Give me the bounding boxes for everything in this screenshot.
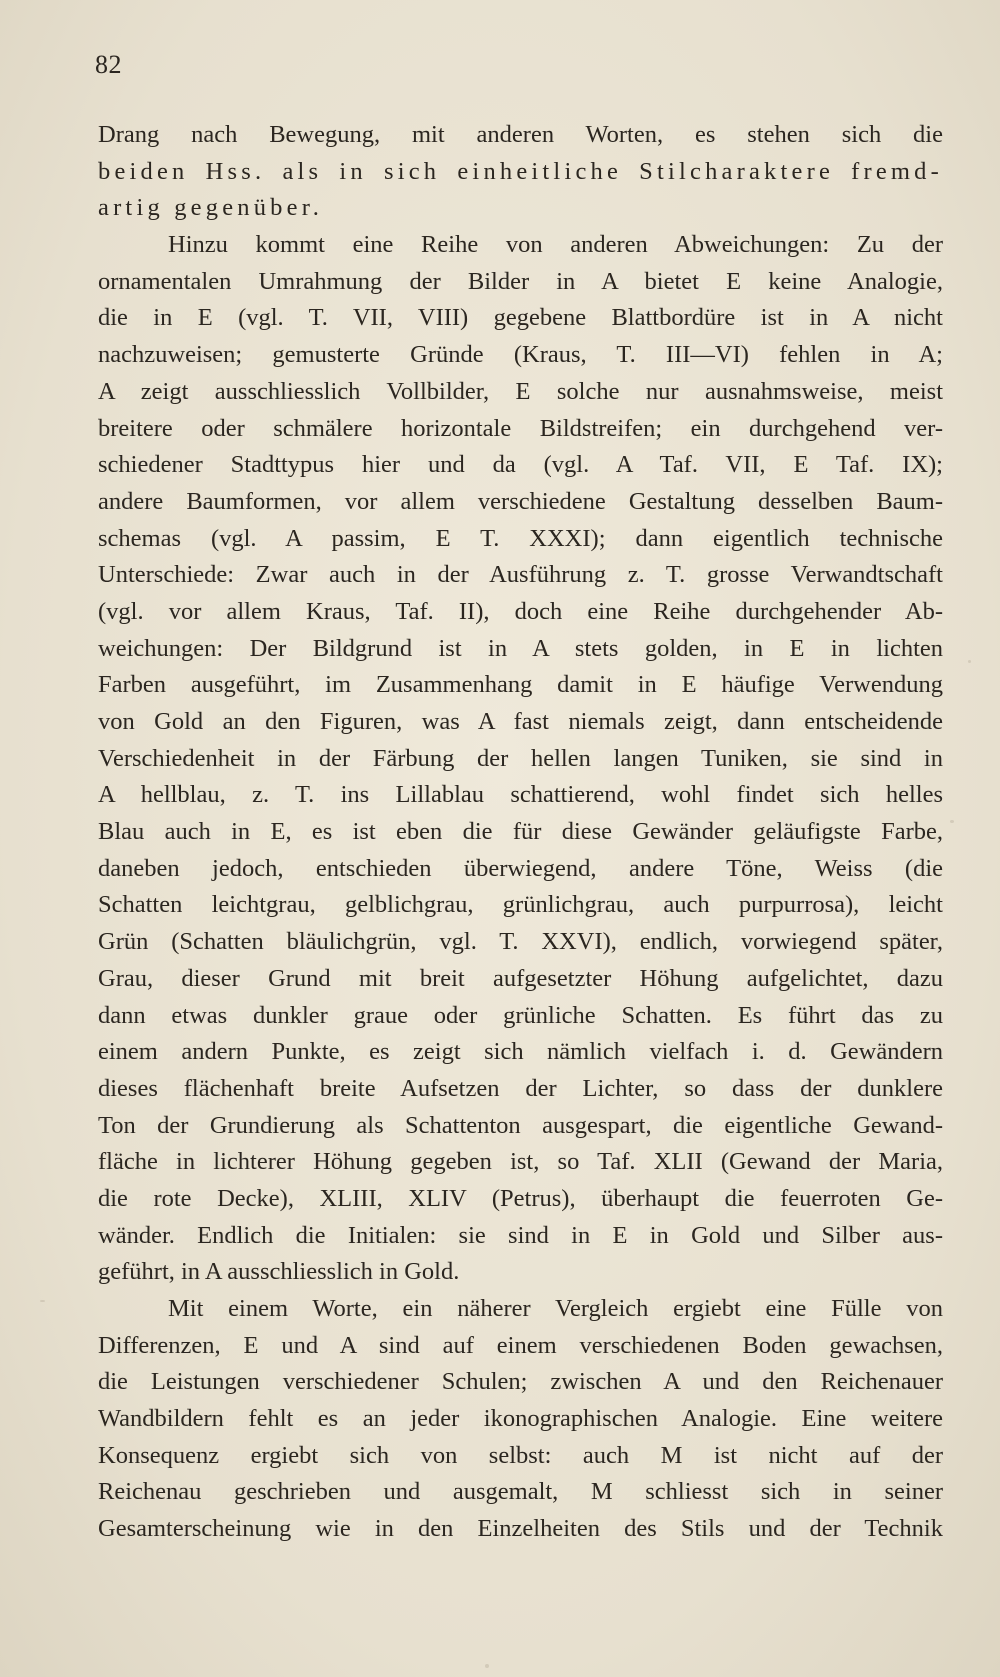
text-line: (vgl. vor allem Kraus, Taf. II), doch eine Reihe durchgehender Ab- (98, 597, 943, 625)
text-line: Ton der Grundierung als Schattenton ausgespart, die eigentliche Gewand- (98, 1111, 943, 1139)
text-line: die Leistungen verschiedener Schulen; zwischen A und den Reichenauer (98, 1368, 943, 1396)
text-line: Wandbildern fehlt es an jeder ikonographischen Analogie. Eine weitere (98, 1405, 943, 1433)
text-line: wänder. Endlich die Initialen: sie sind in E in Gold und Silber aus- (98, 1221, 943, 1249)
text-line: geführt, in A ausschliesslich in Gold. (98, 1258, 460, 1286)
text-line: A hellblau, z. T. ins Lillablau schattierend, wohl findet sich helles (98, 781, 943, 809)
text-line: ornamentalen Umrahmung der Bilder in A bietet E keine Analogie, (98, 267, 943, 295)
text-line: daneben jedoch, entschieden überwiegend, andere Töne, Weiss (die (98, 854, 943, 882)
text-line: Grün (Schatten bläulichgrün, vgl. T. XXVI), endlich, vorwiegend später, (98, 928, 943, 956)
text-line: Konsequenz ergiebt sich von selbst: auch M ist nicht auf der (98, 1441, 943, 1469)
text-line: Verschiedenheit in der Färbung der hellen langen Tuniken, sie sind in (98, 744, 943, 772)
text-line: breitere oder schmälere horizontale Bildstreifen; ein durchgehend ver- (98, 414, 943, 442)
page-number: 82 (95, 50, 122, 79)
text-line: artig gegenüber. (98, 194, 324, 222)
text-line: einem andern Punkte, es zeigt sich nämlich vielfach i. d. Gewändern (98, 1038, 943, 1066)
text-line: Blau auch in E, es ist eben die für diese Gewänder geläufigste Farbe, (98, 818, 943, 846)
text-line: Reichenau geschrieben und ausgemalt, M schliesst sich in seiner (98, 1478, 943, 1506)
text-line: Schatten leichtgrau, gelblichgrau, grünlichgrau, auch purpurrosa), leicht (98, 891, 943, 919)
text-line: Farben ausgeführt, im Zusammenhang damit in E häufige Verwendung (98, 671, 943, 699)
paper-speck (40, 1300, 45, 1302)
body-text (98, 117, 943, 1548)
text-line: nachzuweisen; gemusterte Gründe (Kraus, T. III—VI) fehlen in A; (98, 341, 943, 369)
text-line: andere Baumformen, vor allem verschiedene Gestaltung desselben Baum- (98, 487, 943, 515)
text-line: weichungen: Der Bildgrund ist in A stets golden, in E in lichten (98, 634, 943, 662)
text-line: Drang nach Bewegung, mit anderen Worten, es stehen sich die (98, 121, 943, 148)
text-line: A zeigt ausschliesslich Vollbilder, E solche nur ausnahmsweise, meist (98, 377, 943, 405)
text-line: fläche in lichterer Höhung gegeben ist, so Taf. XLII (Gewand der Maria, (98, 1148, 943, 1176)
text-line: von Gold an den Figuren, was A fast niemals zeigt, dann entscheidende (98, 708, 943, 735)
paper-speck (485, 1664, 489, 1668)
text-line: Differenzen, E und A sind auf einem verschiedenen Boden gewachsen, (98, 1331, 943, 1359)
text-line: die in E (vgl. T. VII, VIII) gegebene Blattbordüre ist in A nicht (98, 304, 943, 332)
text-line: Mit einem Worte, ein näherer Vergleich ergiebt eine Fülle von (168, 1295, 943, 1322)
text-line: Gesamterscheinung wie in den Einzelheiten des Stils und der Technik (98, 1515, 943, 1543)
text-line: schiedener Stadttypus hier und da (vgl. A Taf. VII, E Taf. IX); (98, 451, 943, 479)
text-line: Unterschiede: Zwar auch in der Ausführung z. T. grosse Verwandtschaft (98, 561, 943, 589)
text-line: schemas (vgl. A passim, E T. XXXI); dann eigentlich technische (98, 524, 943, 552)
text-line: dann etwas dunkler graue oder grünliche Schatten. Es führt das zu (98, 1001, 943, 1029)
text-line: Grau, dieser Grund mit breit aufgesetzter Höhung aufgelichtet, dazu (98, 964, 943, 992)
paper-speck (968, 660, 971, 663)
text-line: Hinzu kommt eine Reihe von anderen Abweichungen: Zu der (168, 231, 943, 259)
text-line: die rote Decke), XLIII, XLIV (Petrus), überhaupt die feuerroten Ge- (98, 1184, 943, 1212)
text-line: dieses flächenhaft breite Aufsetzen der Lichter, so dass der dunklere (98, 1074, 943, 1102)
paper-speck (950, 820, 954, 823)
text-line: beiden Hss. als in sich einheitliche Stilcharaktere fremd- (98, 157, 943, 185)
